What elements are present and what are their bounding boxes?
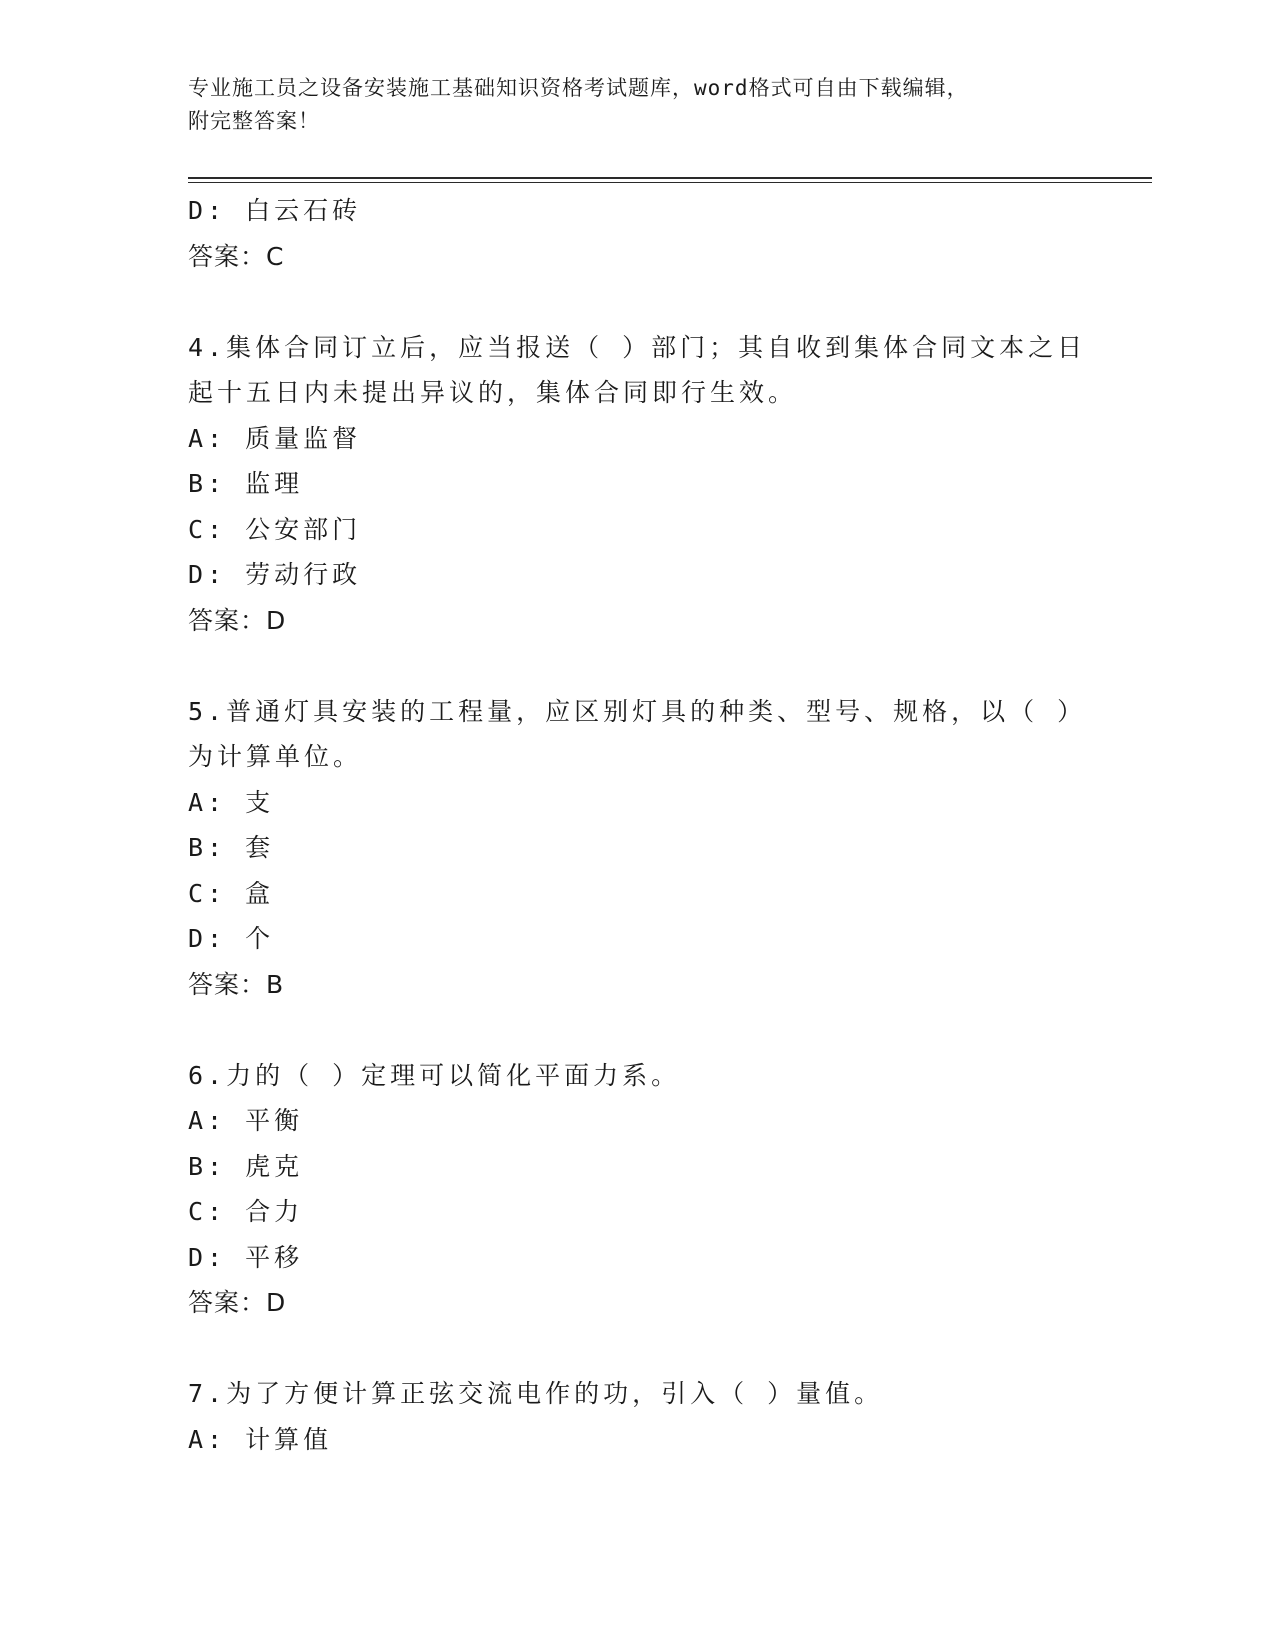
option-a: A: 计算值 xyxy=(188,1424,333,1454)
spacer xyxy=(188,1326,1088,1372)
question-text-line-1: 5.普通灯具安装的工程量，应区别灯具的种类、型号、规格，以（ ） xyxy=(188,696,1087,726)
document-header xyxy=(188,72,1068,138)
question-block-5 xyxy=(188,689,1088,1008)
option-b: B: 套 xyxy=(188,833,275,862)
question-text-line-2: 起十五日内未提出异议的，集体合同即行生效。 xyxy=(188,378,798,407)
option-b: B: 虎克 xyxy=(188,1151,304,1181)
question-list xyxy=(188,188,1088,1462)
header-line-2: 附完整答案！ xyxy=(188,109,320,133)
header-line-1: 专业施工员之设备安装施工基础知识资格考试题库，word格式可自由下载编辑， xyxy=(188,76,969,100)
option-d: D: 劳动行政 xyxy=(188,560,362,589)
question-text-line-2: 为计算单位。 xyxy=(188,742,363,771)
option-c: C: 合力 xyxy=(188,1197,304,1226)
option-d: D: 白云石砖 xyxy=(188,196,362,225)
header-divider-thin xyxy=(188,182,1152,183)
question-text-line-1: 7.为了方便计算正弦交流电作的功，引入（ ）量值。 xyxy=(188,1379,884,1408)
answer-line: 答案：C xyxy=(188,241,285,271)
question-block-7 xyxy=(188,1371,1088,1462)
question-block-4 xyxy=(188,325,1088,644)
question-text-line-1: 6.力的（ ）定理可以简化平面力系。 xyxy=(188,1060,681,1090)
option-c: C: 盒 xyxy=(188,878,275,908)
option-b: B: 监理 xyxy=(188,469,304,498)
question-block-6 xyxy=(188,1053,1088,1326)
option-a: A: 支 xyxy=(188,787,275,817)
option-a: A: 质量监督 xyxy=(188,423,362,453)
question-block-3-continued xyxy=(188,188,1088,279)
question-text-line-1: 4.集体合同订立后，应当报送（ ）部门；其自收到集体合同文本之日 xyxy=(188,332,1087,362)
answer-line: 答案：D xyxy=(188,1288,287,1317)
answer-line: 答案：B xyxy=(188,969,285,999)
spacer xyxy=(188,1007,1088,1053)
spacer xyxy=(188,279,1088,325)
option-a: A: 平衡 xyxy=(188,1106,304,1135)
answer-line: 答案：D xyxy=(188,605,287,635)
option-d: D: 个 xyxy=(188,924,275,953)
header-divider-thick xyxy=(188,177,1152,179)
option-c: C: 公安部门 xyxy=(188,514,362,544)
option-d: D: 平移 xyxy=(188,1242,304,1272)
spacer xyxy=(188,643,1088,689)
